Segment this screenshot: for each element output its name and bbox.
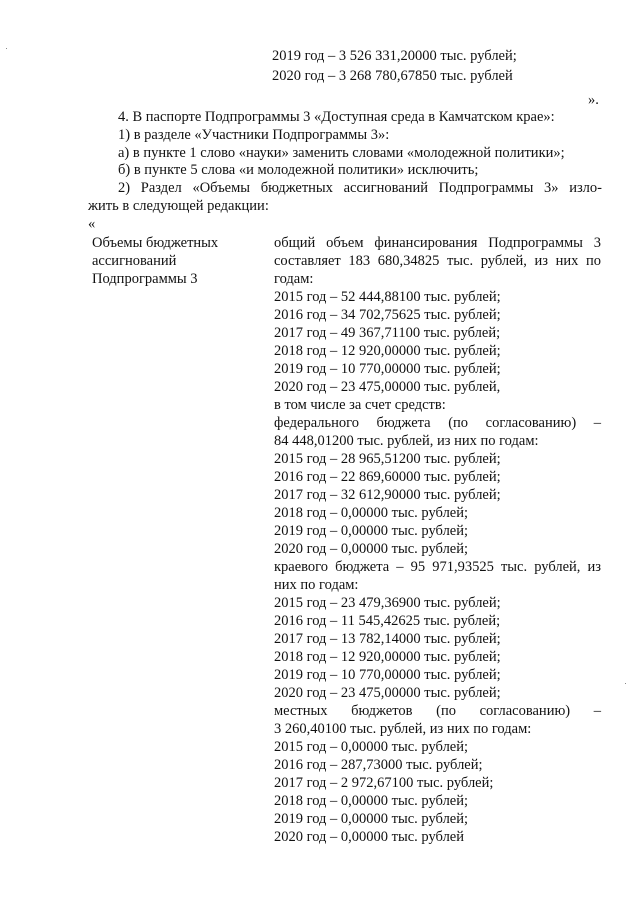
- right-line: 2016 год – 22 869,60000 тыс. рублей;: [274, 469, 501, 485]
- open-quote: «: [88, 216, 96, 232]
- right-line: 2016 год – 34 702,75625 тыс. рублей;: [274, 307, 501, 323]
- right-line: 2020 год – 0,00000 тыс. рублей: [274, 829, 465, 845]
- item-2-line-1: 2) Раздел «Объемы бюджетных ассигнований Подпрограммы 3» изло-: [118, 180, 602, 196]
- right-line: 2015 год – 52 444,88100 тыс. рублей;: [274, 289, 501, 305]
- right-line: местных бюджетов (по согласованию) –: [274, 703, 601, 719]
- right-line: них по годам:: [274, 577, 359, 593]
- right-line: 84 448,01200 тыс. рублей, из них по годам:: [274, 433, 539, 449]
- right-line: 2020 год – 23 475,00000 тыс. рублей;: [274, 685, 501, 701]
- right-line: 2016 год – 287,73000 тыс. рублей;: [274, 757, 483, 773]
- right-line: 2019 год – 10 770,00000 тыс. рублей;: [274, 667, 501, 683]
- right-line: 2015 год – 23 479,36900 тыс. рублей;: [274, 595, 501, 611]
- item-1: 1) в разделе «Участники Подпрограммы 3»:: [118, 127, 390, 143]
- left-label-line: Подпрограммы 3: [92, 271, 198, 287]
- left-label-line: ассигнований: [92, 253, 177, 269]
- closing-quote: ».: [588, 92, 599, 108]
- paragraph-4-title: 4. В паспорте Подпрограммы 3 «Доступная среда в Камчатском крае»:: [118, 109, 555, 125]
- right-line: 3 260,40100 тыс. рублей, из них по годам:: [274, 721, 532, 737]
- scan-speck: [6, 48, 7, 49]
- right-line: 2020 год – 23 475,00000 тыс. рублей,: [274, 379, 501, 395]
- right-line: 2016 год – 11 545,42625 тыс. рублей;: [274, 613, 501, 629]
- right-line: годам:: [274, 271, 314, 287]
- right-line: федерального бюджета (по согласованию) –: [274, 415, 601, 431]
- right-line: 2017 год – 32 612,90000 тыс. рублей;: [274, 487, 501, 503]
- budget-line-2019: 2019 год – 3 526 331,20000 тыс. рублей;: [272, 48, 517, 64]
- left-label-line: Объемы бюджетных: [92, 235, 219, 251]
- right-line: 2015 год – 28 965,51200 тыс. рублей;: [274, 451, 501, 467]
- right-line: составляет 183 680,34825 тыс. рублей, из них по: [274, 253, 601, 269]
- right-line: 2019 год – 0,00000 тыс. рублей;: [274, 811, 469, 827]
- item-1b: б) в пункте 5 слова «и молодежной политики» исключить;: [118, 162, 479, 178]
- item-2-line-2: жить в следующей редакции:: [88, 198, 269, 214]
- right-line: 2018 год – 0,00000 тыс. рублей;: [274, 793, 469, 809]
- right-line: 2017 год – 13 782,14000 тыс. рублей;: [274, 631, 501, 647]
- right-line: 2017 год – 2 972,67100 тыс. рублей;: [274, 775, 494, 791]
- right-line: 2020 год – 0,00000 тыс. рублей;: [274, 541, 469, 557]
- right-line: 2019 год – 10 770,00000 тыс. рублей;: [274, 361, 501, 377]
- scan-speck: [625, 683, 626, 684]
- item-1a: а) в пункте 1 слово «науки» заменить словами «молодежной политики»;: [118, 145, 565, 161]
- right-line: 2015 год – 0,00000 тыс. рублей;: [274, 739, 469, 755]
- right-line: 2018 год – 12 920,00000 тыс. рублей;: [274, 649, 501, 665]
- right-line: общий объем финансирования Подпрограммы 3: [274, 235, 601, 251]
- right-line: 2019 год – 0,00000 тыс. рублей;: [274, 523, 469, 539]
- budget-line-2020: 2020 год – 3 268 780,67850 тыс. рублей: [272, 68, 513, 84]
- right-line: 2017 год – 49 367,71100 тыс. рублей;: [274, 325, 501, 341]
- right-line: 2018 год – 0,00000 тыс. рублей;: [274, 505, 469, 521]
- right-line: 2018 год – 12 920,00000 тыс. рублей;: [274, 343, 501, 359]
- right-line: краевого бюджета – 95 971,93525 тыс. рублей, из: [274, 559, 601, 575]
- right-line: в том числе за счет средств:: [274, 397, 446, 413]
